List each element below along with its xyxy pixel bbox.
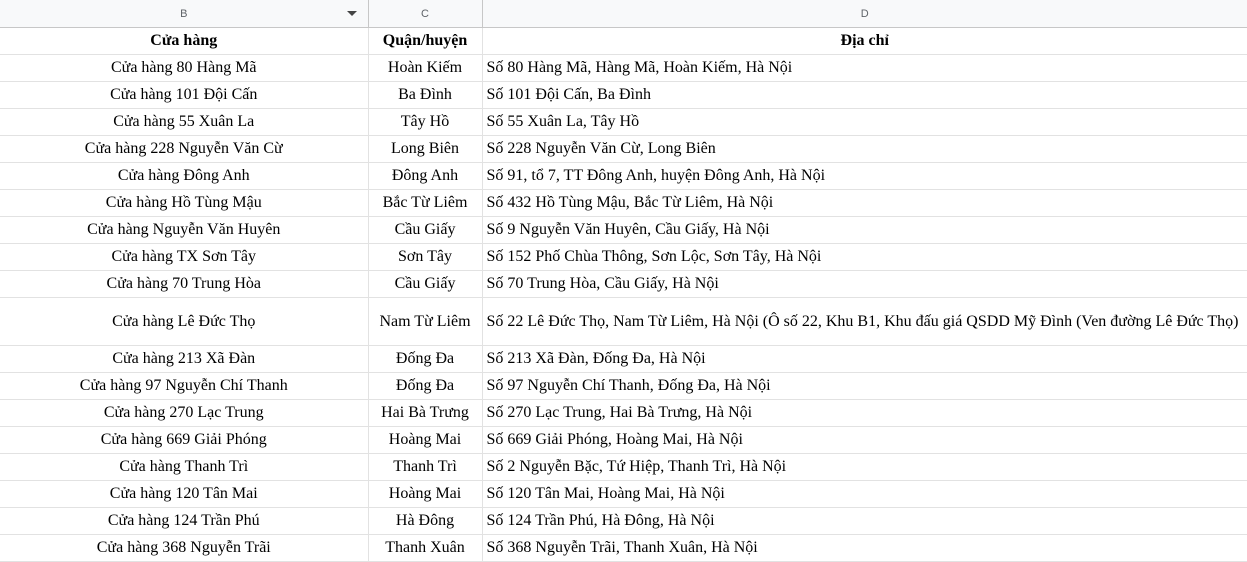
table-row: [0, 373, 1247, 400]
cell-district[interactable]: Hoàng Mai: [368, 427, 482, 454]
cell-store[interactable]: Cửa hàng 97 Nguyễn Chí Thanh: [0, 373, 368, 400]
cell-address[interactable]: Số 101 Đội Cấn, Ba Đình: [482, 82, 1247, 109]
table-row: [0, 109, 1247, 136]
cell-store[interactable]: Cửa hàng TX Sơn Tây: [0, 244, 368, 271]
table-row: [0, 271, 1247, 298]
table-row: [0, 427, 1247, 454]
table-row: [0, 55, 1247, 82]
cell-store[interactable]: Cửa hàng 669 Giải Phóng: [0, 427, 368, 454]
cell-district[interactable]: Hoàng Mai: [368, 481, 482, 508]
column-header-b[interactable]: [0, 0, 368, 28]
cell-address[interactable]: Số 124 Trần Phú, Hà Đông, Hà Nội: [482, 508, 1247, 535]
header-cell-address[interactable]: Địa chỉ: [482, 28, 1247, 55]
cell-district[interactable]: Nam Từ Liêm: [368, 298, 482, 346]
cell-store[interactable]: Cửa hàng Nguyễn Văn Huyên: [0, 217, 368, 244]
cell-address[interactable]: Số 120 Tân Mai, Hoàng Mai, Hà Nội: [482, 481, 1247, 508]
cell-address[interactable]: Số 228 Nguyễn Văn Cừ, Long Biên: [482, 136, 1247, 163]
cell-address[interactable]: Số 432 Hồ Tùng Mậu, Bắc Từ Liêm, Hà Nội: [482, 190, 1247, 217]
cell-district[interactable]: Tây Hồ: [368, 109, 482, 136]
cell-district[interactable]: Cầu Giấy: [368, 271, 482, 298]
cell-store[interactable]: Cửa hàng 270 Lạc Trung: [0, 400, 368, 427]
cell-district[interactable]: Hoàn Kiếm: [368, 55, 482, 82]
cell-store[interactable]: Cửa hàng 101 Đội Cấn: [0, 82, 368, 109]
column-header-d[interactable]: [482, 0, 1247, 28]
table-row: [0, 217, 1247, 244]
table-row: [0, 454, 1247, 481]
cell-store[interactable]: Cửa hàng Đông Anh: [0, 163, 368, 190]
table-row: [0, 163, 1247, 190]
cell-address[interactable]: Số 2 Nguyễn Bặc, Tứ Hiệp, Thanh Trì, Hà Nội: [482, 454, 1247, 481]
cell-address[interactable]: Số 213 Xã Đàn, Đống Đa, Hà Nội: [482, 346, 1247, 373]
cell-district[interactable]: Ba Đình: [368, 82, 482, 109]
header-cell-district[interactable]: Quận/huyện: [368, 28, 482, 55]
column-letter: D: [860, 7, 869, 20]
cell-district[interactable]: Hà Đông: [368, 508, 482, 535]
cell-store[interactable]: Cửa hàng 55 Xuân La: [0, 109, 368, 136]
column-letter: B: [180, 7, 188, 20]
cell-district[interactable]: Đống Đa: [368, 373, 482, 400]
table-row: [0, 136, 1247, 163]
cell-district[interactable]: Hai Bà Trưng: [368, 400, 482, 427]
cell-address[interactable]: Số 22 Lê Đức Thọ, Nam Từ Liêm, Hà Nội (Ô số 22, Khu B1, Khu đấu giá QSDD Mỹ Đình (Ven đường Lê Đức Thọ): [482, 298, 1247, 346]
cell-address[interactable]: Số 97 Nguyễn Chí Thanh, Đống Đa, Hà Nội: [482, 373, 1247, 400]
column-header-row: [0, 0, 1247, 28]
header-cell-store[interactable]: Cửa hàng: [0, 28, 368, 55]
header-row: [0, 28, 1247, 55]
table-row: [0, 244, 1247, 271]
cell-district[interactable]: Đống Đa: [368, 346, 482, 373]
cell-address[interactable]: Số 91, tổ 7, TT Đông Anh, huyện Đông Anh, Hà Nội: [482, 163, 1247, 190]
table-row: [0, 346, 1247, 373]
cell-store[interactable]: Cửa hàng Hồ Tùng Mậu: [0, 190, 368, 217]
cell-district[interactable]: Sơn Tây: [368, 244, 482, 271]
cell-store[interactable]: Cửa hàng 124 Trần Phú: [0, 508, 368, 535]
cell-address[interactable]: Số 152 Phố Chùa Thông, Sơn Lộc, Sơn Tây, Hà Nội: [482, 244, 1247, 271]
table-row: [0, 298, 1247, 346]
cell-store[interactable]: Cửa hàng Thanh Trì: [0, 454, 368, 481]
cell-district[interactable]: Cầu Giấy: [368, 217, 482, 244]
cell-address[interactable]: Số 70 Trung Hòa, Cầu Giấy, Hà Nội: [482, 271, 1247, 298]
cell-store[interactable]: Cửa hàng 228 Nguyễn Văn Cừ: [0, 136, 368, 163]
cell-district[interactable]: Đông Anh: [368, 163, 482, 190]
cell-store[interactable]: Cửa hàng 80 Hàng Mã: [0, 55, 368, 82]
filter-dropdown-icon[interactable]: [347, 11, 357, 16]
cell-address[interactable]: Số 55 Xuân La, Tây Hồ: [482, 109, 1247, 136]
table-row: [0, 508, 1247, 535]
cell-address[interactable]: Số 80 Hàng Mã, Hàng Mã, Hoàn Kiếm, Hà Nội: [482, 55, 1247, 82]
table-row: [0, 535, 1247, 562]
cell-district[interactable]: Bắc Từ Liêm: [368, 190, 482, 217]
cell-store[interactable]: Cửa hàng Lê Đức Thọ: [0, 298, 368, 346]
table-row: [0, 82, 1247, 109]
cell-store[interactable]: Cửa hàng 70 Trung Hòa: [0, 271, 368, 298]
cell-district[interactable]: Thanh Xuân: [368, 535, 482, 562]
cell-store[interactable]: Cửa hàng 368 Nguyễn Trãi: [0, 535, 368, 562]
cell-address[interactable]: Số 669 Giải Phóng, Hoàng Mai, Hà Nội: [482, 427, 1247, 454]
table-row: [0, 481, 1247, 508]
cell-address[interactable]: Số 368 Nguyễn Trãi, Thanh Xuân, Hà Nội: [482, 535, 1247, 562]
table-row: [0, 400, 1247, 427]
cell-store[interactable]: Cửa hàng 120 Tân Mai: [0, 481, 368, 508]
table-row: [0, 190, 1247, 217]
column-header-c[interactable]: [368, 0, 482, 28]
cell-address[interactable]: Số 9 Nguyễn Văn Huyên, Cầu Giấy, Hà Nội: [482, 217, 1247, 244]
cell-district[interactable]: Thanh Trì: [368, 454, 482, 481]
cell-address[interactable]: Số 270 Lạc Trung, Hai Bà Trưng, Hà Nội: [482, 400, 1247, 427]
cell-district[interactable]: Long Biên: [368, 136, 482, 163]
column-letter: C: [421, 7, 429, 20]
cell-store[interactable]: Cửa hàng 213 Xã Đàn: [0, 346, 368, 373]
